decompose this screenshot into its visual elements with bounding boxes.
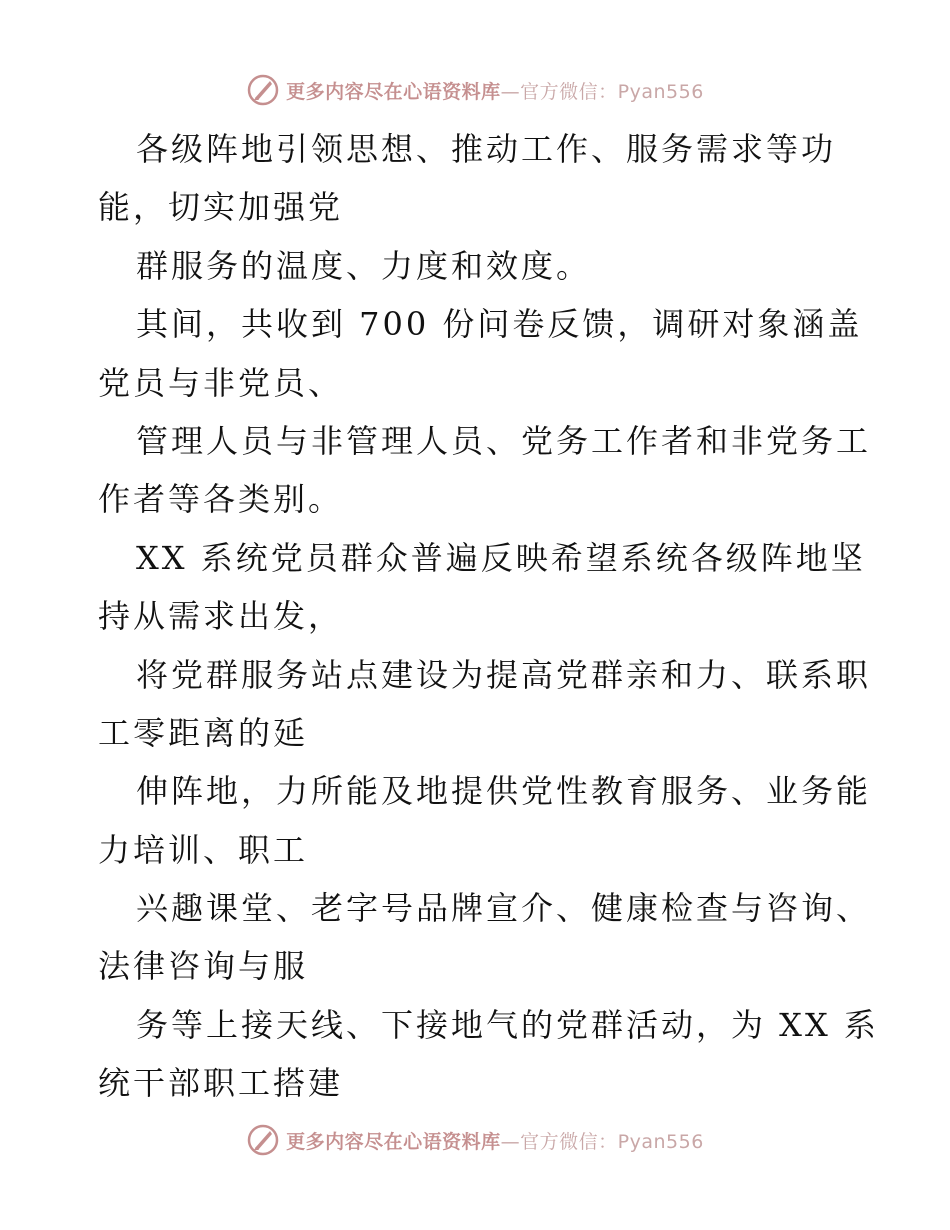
body-line: XX 系统党员群众普遍反映希望系统各级阵地坚	[136, 538, 866, 577]
header-watermark	[0, 72, 950, 108]
body-line: 兴趣课堂、老字号品牌宣介、健康检查与咨询、	[136, 889, 872, 928]
body-line: 作者等各类别。	[98, 480, 344, 519]
body-line: 工零距离的延	[98, 713, 309, 752]
body-line: 管理人员与非管理人员、党务工作者和非党务工	[136, 421, 872, 460]
body-line: 力培训、职工	[98, 830, 309, 869]
body-line: 群服务的温度、力度和效度。	[136, 246, 592, 285]
quill-logo-icon	[246, 1123, 280, 1157]
watermark-separator: —	[500, 1130, 521, 1153]
document-body	[98, 120, 879, 1113]
body-line: 务等上接天线、下接地气的党群活动，为 XX 系	[136, 1005, 879, 1044]
body-line: 伸阵地，力所能及地提供党性教育服务、业务能	[136, 772, 872, 811]
body-line: 将党群服务站点建设为提高党群亲和力、联系职	[136, 655, 872, 694]
watermark-wechat: 官方微信：Pyan556	[520, 1130, 704, 1153]
body-line: 其间，共收到 700 份问卷反馈，调研对象涵盖	[136, 305, 863, 344]
quill-logo-icon	[246, 73, 280, 107]
watermark-wechat: 官方微信：Pyan556	[520, 80, 704, 103]
watermark-text	[286, 1127, 704, 1154]
body-line: 法律咨询与服	[98, 947, 309, 986]
footer-watermark	[0, 1122, 950, 1158]
watermark-brand: 更多内容尽在心语资料库	[286, 1130, 501, 1153]
body-line: 统干部职工搭建	[98, 1064, 344, 1103]
body-line: 持从需求出发，	[98, 597, 344, 636]
body-line: 能，切实加强党	[98, 188, 344, 227]
body-line: 各级阵地引领思想、推动工作、服务需求等功	[136, 130, 837, 168]
watermark-text	[286, 77, 704, 104]
body-line: 党员与非党员、	[98, 363, 344, 402]
watermark-separator: —	[500, 80, 521, 103]
watermark-brand: 更多内容尽在心语资料库	[286, 80, 501, 103]
